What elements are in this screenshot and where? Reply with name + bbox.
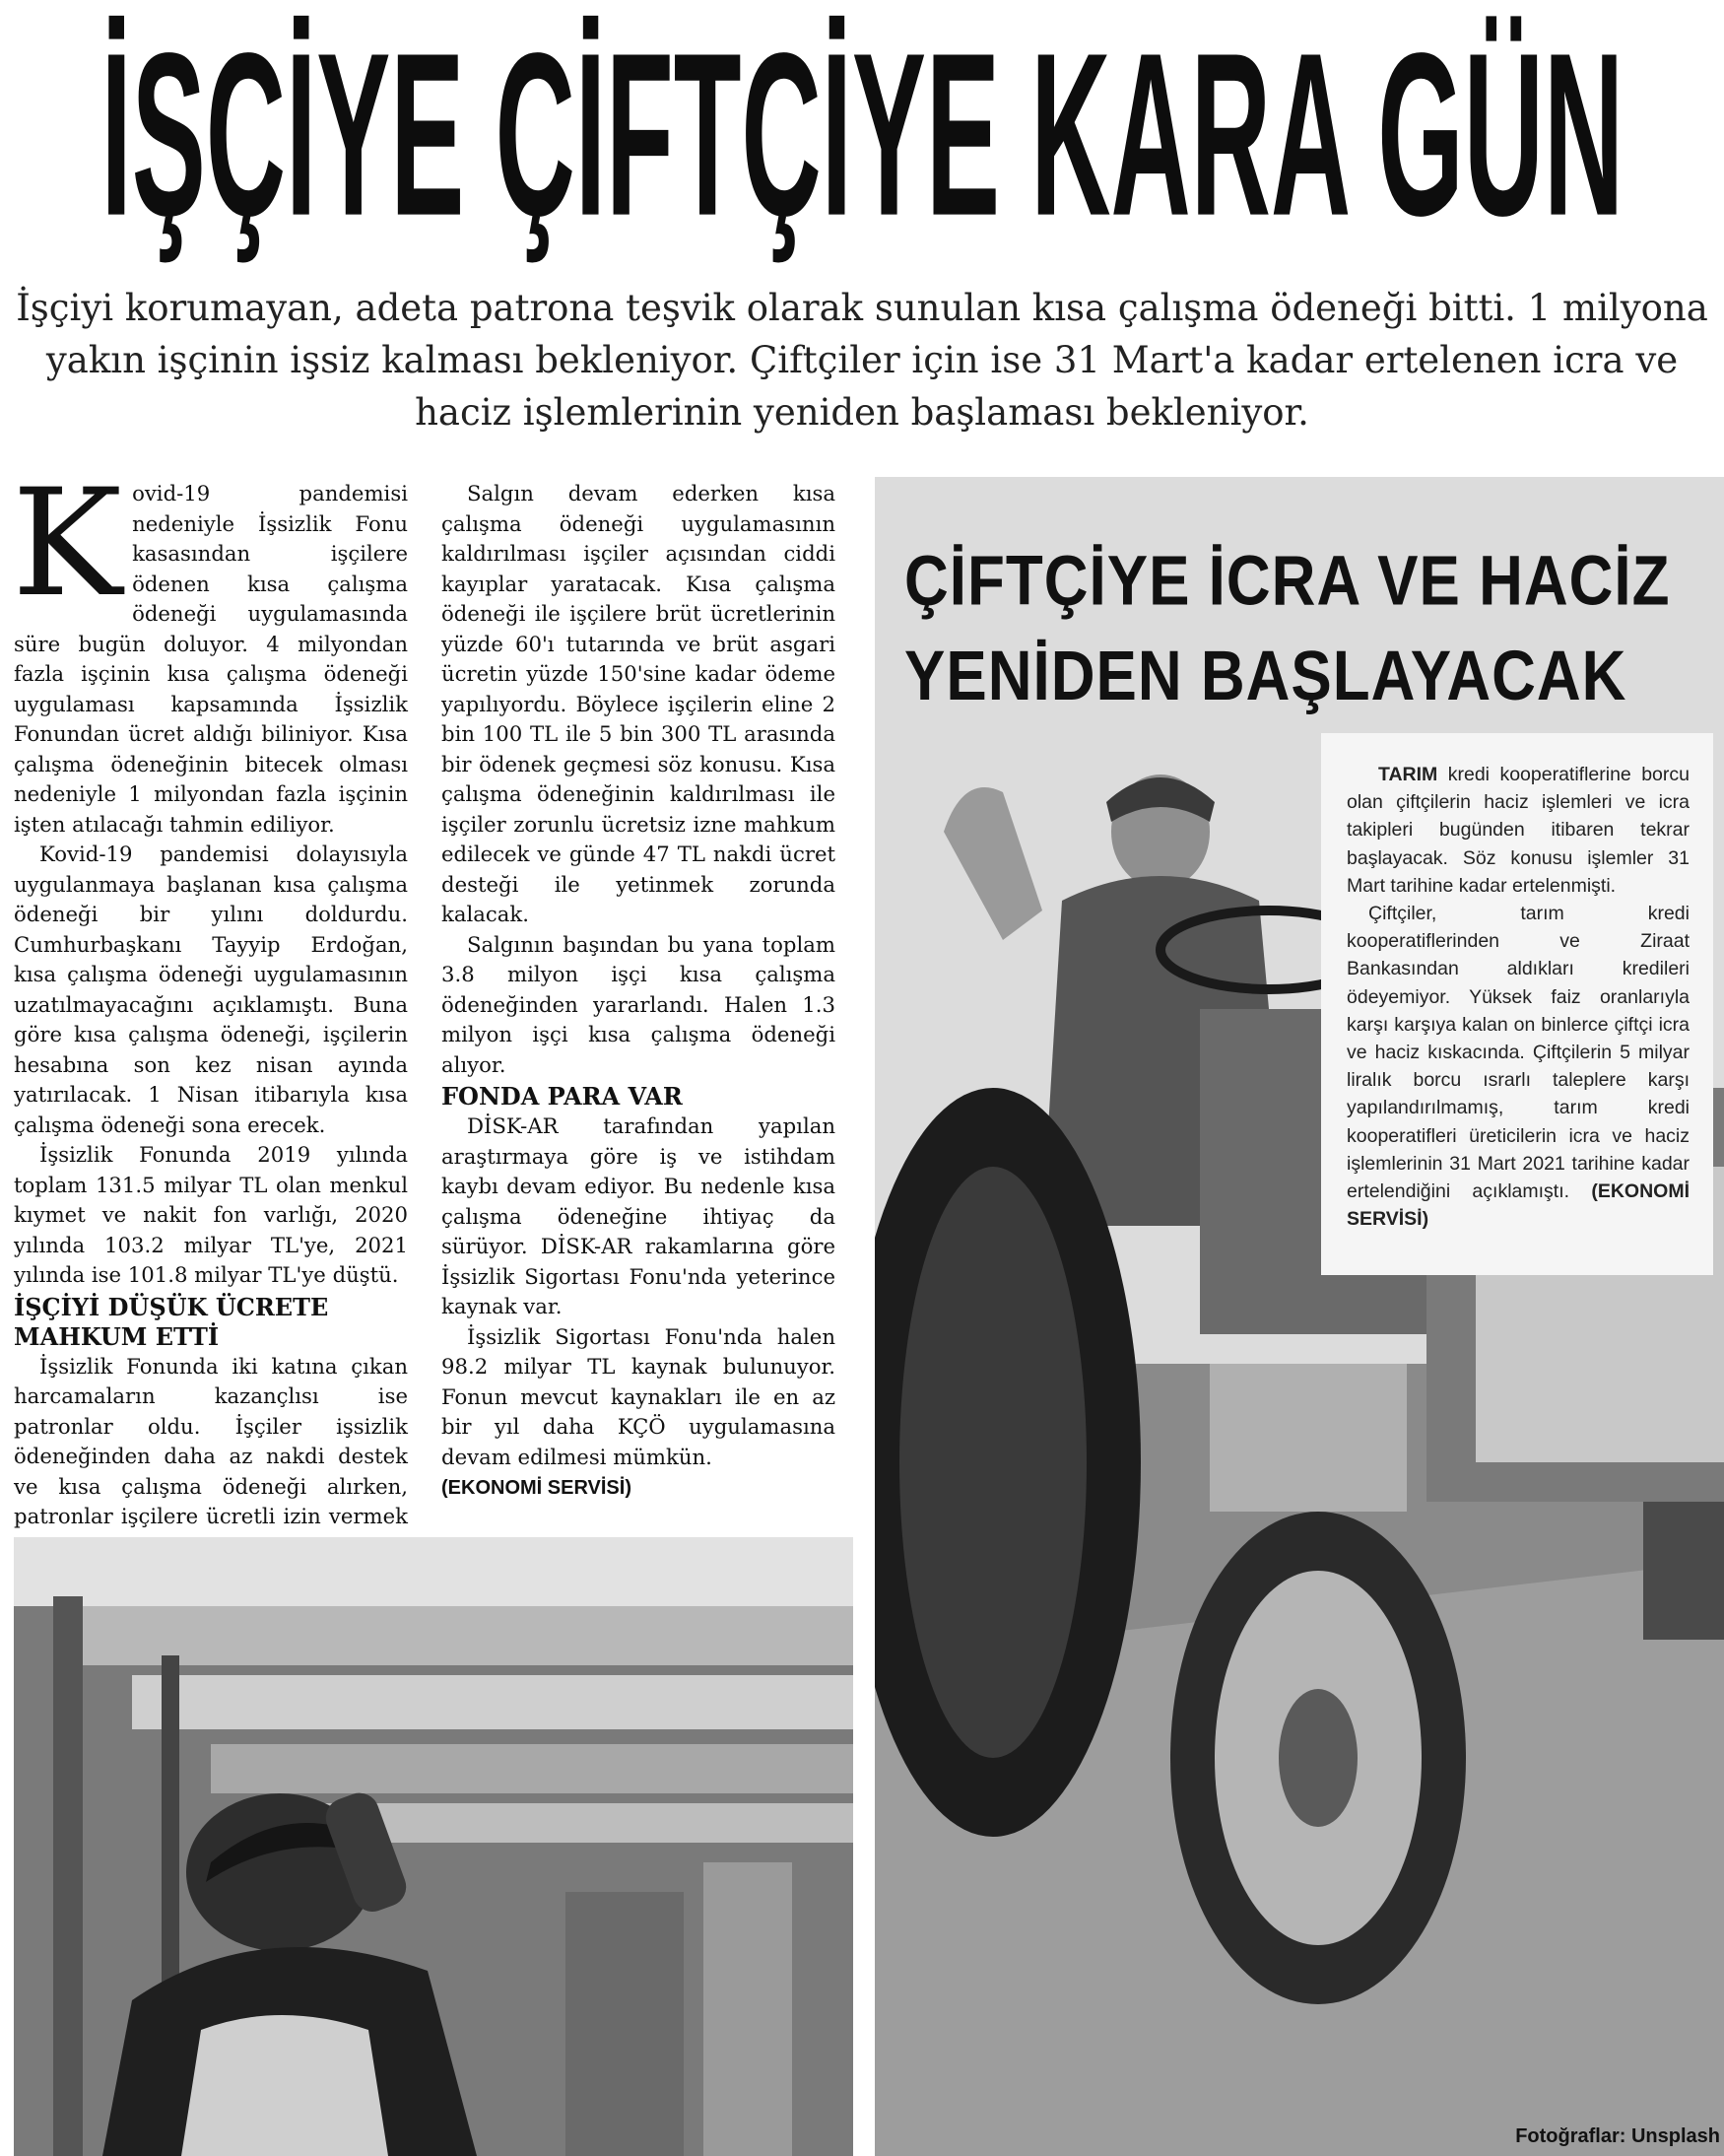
tractor-illustration: [875, 477, 1724, 2156]
article-paragraph: İşsizlik Sigortası Fonu'nda halen 98.2 milyar TL kaynak bulunuyor. Fonun mevcut kaynakları ile en az bir yıl daha KÇÖ uygulamasına devam edilmesi mümkün.: [441, 1323, 835, 1469]
article-paragraph: Kovid-19 pandemisi dolayısıyla uygulanmaya başlanan kısa çalışma ödeneği bir yılını doldurdu. Cumhurbaşkanı Tayyip Erdoğan, kısa çalışma ödeneği uygulamasının uzatılmayacağını açıklamıştı. Buna göre kısa çalışma ödeneği, işçilerin hesabına son kez nisan ayında yatırılacak. 1 Nisan itibarıyla kısa çalışma ödeneği sona erecek.: [14, 842, 408, 1137]
article-signature: (EKONOMİ SERVİSİ): [441, 1477, 631, 1499]
sidebar-lead-word: TARIM: [1378, 764, 1438, 785]
article-column-1: [12, 458, 408, 1562]
farmer-tractor-photo: [875, 477, 1724, 2156]
article-paragraph: DİSK-AR tarafından yapılan araştırmaya göre iş ve istihdam kaybı devam ediyor. Bu nedenle kısa çalışma ödeneğine ihtiyaç da sürüyor. DİSK-AR rakamlarına göre İşsizlik Sigortası Fonu'nda yeterince kaynak var.: [441, 1113, 835, 1318]
sidebar-textbox: [1321, 733, 1713, 1275]
headline: İŞÇİYE ÇİFTÇİYE KARA GÜN: [100, 5, 1624, 265]
deck: İşçiyi korumayan, adeta patrona teşvik olarak sunulan kısa çalışma ödeneği bitti. 1 milyona yakın işçinin işsiz kalması bekleniyor. Çiftçiler için ise 31 Mart'a kadar ertelenen icra ve haciz işlemlerinin yeniden başlaması bekleniyor.: [16, 287, 1708, 434]
sidebar-paragraph: Çiftçiler, tarım kredi kooperatiflerinden ve Ziraat Bankasından aldıkları kredileri ödeyemiyor. Yüksek faiz oranlarıyla karşı karşıya kalan on binlerce çiftçi icra ve haciz kıskacında. Çiftçilerin 5 milyar liralık borcu ısrarlı taleplere karşı yapılandırılmamış, tarım kredi kooperatifleri üreticilerin icra ve haciz işlemlerinin 31 Mart 2021 tarihine kadar ertelendiğini açıklamıştı.: [1347, 903, 1690, 1203]
sidebar-signature: (EKONOMİ SERVİSİ): [1347, 1180, 1690, 1231]
article-paragraph: İşsizlik Fonunda iki katına çıkan harcamaların kazançlısı ise patronlar oldu. İşçiler işsizlik ödeneğinden daha az nakdi destek ve kısa çalışma ödeneği alırken, patronlar işçilere ücretli izin vermek: [14, 1353, 408, 1528]
subheading: FONDA PARA VAR: [441, 1082, 683, 1111]
photo-credit: Fotoğraflar: Unsplash: [1515, 2125, 1720, 2147]
worker-photo-illustration: [14, 1537, 853, 2156]
article-column-2: [441, 479, 835, 1504]
article-paragraph: ovid-19 pandemisi nedeniyle İşsizlik Fonu kasasından işçilere ödenen kısa çalışma ödeneği uygulamasında süre bugün doluyor. 4 milyondan fazla işçinin kısa çalışma ödeneği uygulaması kapsamında İşsizlik Fonundan ücret aldığı biliniyor. Kısa çalışma ödeneğinin bitecek olması nedeniyle 1 milyondan fazla işçinin işten atılacağı tahmin ediliyor.: [14, 481, 408, 837]
sidebar-paragraph: kredi kooperatiflerine borcu olan çiftçilerin haciz işlemleri ve icra takipleri bugünden itibaren tekrar başlayacak. Söz konusu işlemler 31 Mart tarihine kadar ertelenmişti.: [1347, 764, 1690, 897]
article-paragraph: Salgın devam ederken kısa çalışma ödeneği uygulamasının kaldırılması işçiler açısından ciddi kayıplar yaratacak. Kısa çalışma ödeneği ile işçilere brüt ücretlerinin yüzde 60'ı tutarında ve brüt asgari ücretin yüzde 150'sine kadar ödeme yapılıyordu. Böylece işçilerin eline 2 bin 100 TL ile 5 bin 300 TL arasında bir ödenek geçmesi söz konusu. Kısa çalışma ödeneğinin kaldırılması ile işçiler zorunlu ücretsiz izne mahkum edilecek ve günde 47 TL nakdi ücret desteği ile yetinmek zorunda kalacak.: [441, 481, 835, 926]
article-paragraph: Salgının başından bu yana toplam 3.8 milyon işçi kısa çalışma ödeneğinden yararlandı. Halen 1.3 milyon işçi kısa çalışma ödeneği alıyor.: [441, 931, 835, 1077]
article-paragraph: İşsizlik Fonunda 2019 yılında toplam 131.5 milyar TL olan menkul kıymet ve nakit fon varlığı, 2020 yılında 103.2 milyar TL'ye, 2021 yılında ise 101.8 milyar TL'ye düştü.: [14, 1142, 408, 1287]
dropcap: K: [12, 458, 123, 630]
worker-photo: [14, 1537, 853, 2156]
subheading: İŞÇİYİ DÜŞÜK ÜCRETE MAHKUM ETTİ: [14, 1292, 329, 1351]
sidebar-title: ÇİFTÇİYE İCRA VE HACİZ YENİDEN BAŞLAYACAK: [904, 542, 1671, 715]
